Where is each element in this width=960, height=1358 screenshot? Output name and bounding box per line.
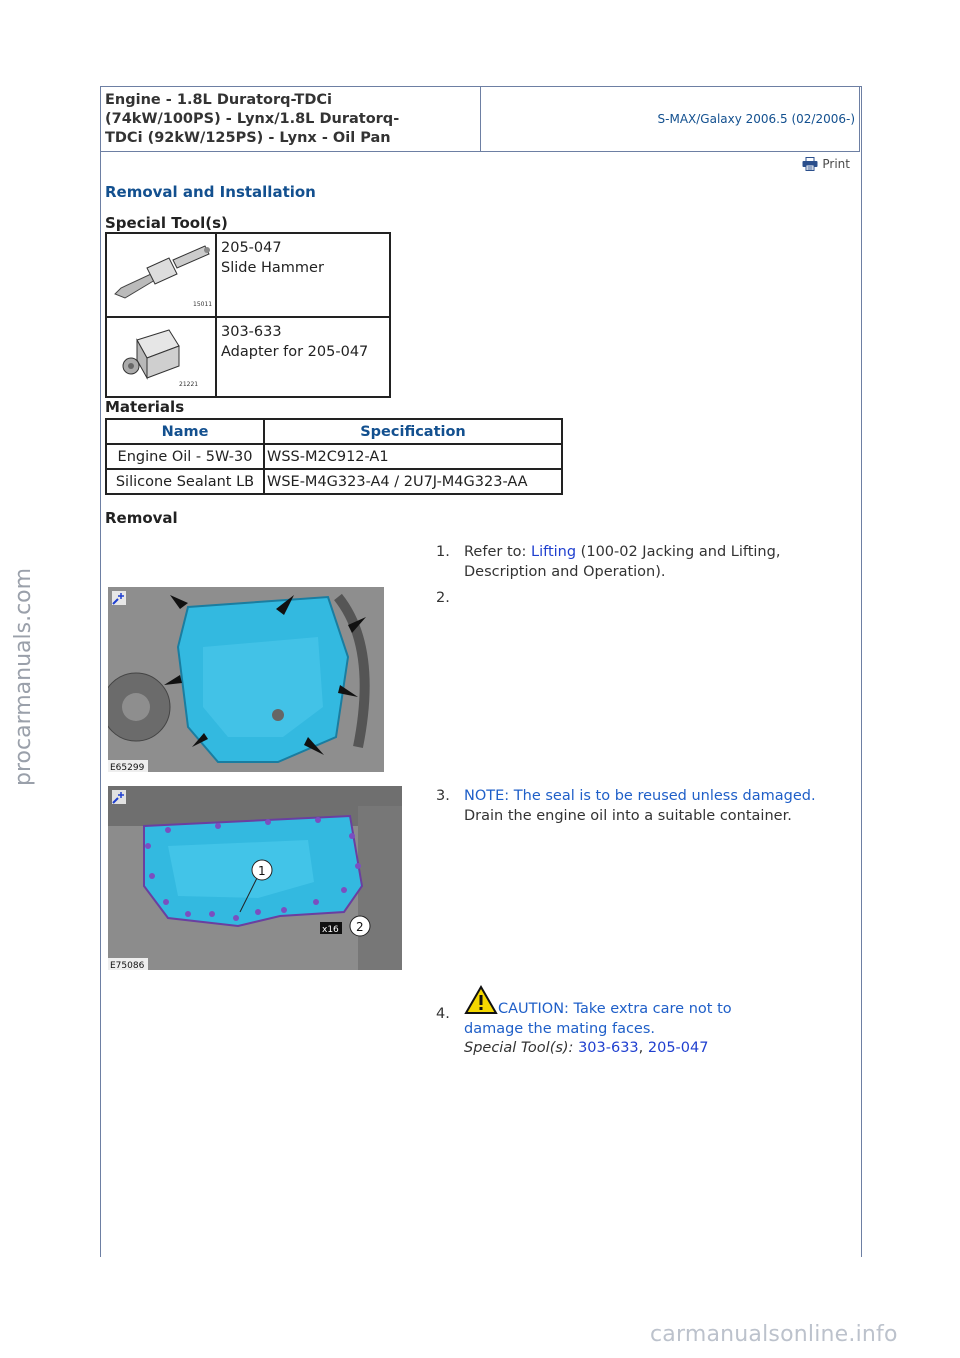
title-line-2: (74kW/100PS) - Lynx/1.8L Duratorq- xyxy=(105,111,400,127)
note-text: NOTE: The seal is to be reused unless damaged. xyxy=(464,788,816,804)
link-separator: , xyxy=(638,1040,648,1056)
table-row xyxy=(106,444,562,469)
print-label: Print xyxy=(822,157,850,171)
tool-info xyxy=(216,317,390,397)
tool-code: 205-047 xyxy=(221,240,282,256)
removal-heading: Removal xyxy=(105,509,178,527)
bolt-count-badge: x16 xyxy=(322,925,339,935)
model-label xyxy=(481,87,859,151)
instruction-text: Drain the engine oil into a suitable container. xyxy=(464,807,792,824)
figure-code: E65299 xyxy=(110,763,145,772)
column-header-specification: Specification xyxy=(264,419,562,444)
document-header xyxy=(100,86,860,152)
caution-block xyxy=(464,985,794,1039)
material-name: Engine Oil - 5W-30 xyxy=(106,444,264,469)
table-row xyxy=(106,469,562,494)
slide-hammer-illustration xyxy=(107,234,215,310)
tool-link-205-047[interactable]: 205-047 xyxy=(647,1040,709,1056)
undertray-photo xyxy=(108,587,384,772)
table-row xyxy=(106,317,390,397)
table-header-row xyxy=(106,419,562,444)
tool-image-slide-hammer xyxy=(106,233,216,317)
tool-name: Slide Hammer xyxy=(221,260,324,276)
step-2 xyxy=(436,589,464,609)
special-tools-table xyxy=(105,232,391,398)
step-number: 1. xyxy=(436,544,450,560)
step-3 xyxy=(436,787,816,824)
material-spec: WSS-M2C912-A1 xyxy=(264,444,562,469)
materials-heading: Materials xyxy=(105,398,185,416)
tool-name: Adapter for 205-047 xyxy=(221,344,369,360)
side-watermark xyxy=(2,556,42,786)
step-body xyxy=(464,985,794,1059)
figure-code: 15011 xyxy=(193,301,213,308)
material-name: Silicone Sealant LB xyxy=(106,469,264,494)
tool-link-303-633[interactable]: 303-633 xyxy=(578,1040,639,1056)
tool-info xyxy=(216,233,390,317)
refer-to-label: Refer to: xyxy=(464,544,531,560)
callout-2: 2 xyxy=(356,920,364,934)
bottom-watermark: carmanualsonline.info xyxy=(650,1322,898,1347)
step-body xyxy=(464,787,824,826)
reference-text: (100-02 Jacking and Lifting, Description and Operation). xyxy=(464,544,781,580)
special-tools-heading: Special Tool(s) xyxy=(105,214,228,232)
print-button[interactable] xyxy=(802,157,850,171)
caution-text: CAUTION: Take extra care not to damage the mating faces. xyxy=(464,1001,732,1037)
step-1 xyxy=(436,543,781,580)
warning-icon xyxy=(464,985,498,1015)
adapter-illustration xyxy=(107,318,215,390)
step-body xyxy=(464,543,844,582)
figure-code: 21221 xyxy=(179,381,199,388)
callout-1: 1 xyxy=(258,864,266,878)
material-spec: WSE-M4G323-A4 / 2U7J-M4G323-AA xyxy=(264,469,562,494)
step-4 xyxy=(436,1001,732,1056)
printer-icon xyxy=(802,157,818,171)
step-number: 4. xyxy=(436,1006,450,1022)
oil-pan-photo xyxy=(108,786,402,970)
zoom-in-icon[interactable] xyxy=(112,790,126,804)
document-title xyxy=(101,87,481,151)
table-row xyxy=(106,233,390,317)
figure-code: E75086 xyxy=(110,961,145,970)
materials-table xyxy=(105,418,563,495)
lifting-link[interactable]: Lifting xyxy=(531,544,577,560)
section-title: Removal and Installation xyxy=(105,183,316,201)
figure-e75086[interactable] xyxy=(108,786,402,974)
side-watermark-text: procarmanuals.com xyxy=(11,567,36,786)
figure-e65299[interactable] xyxy=(108,587,384,776)
zoom-in-icon[interactable] xyxy=(112,591,126,605)
special-tools-label: Special Tool(s): xyxy=(464,1040,574,1056)
step-number: 2. xyxy=(436,590,450,606)
column-header-name: Name xyxy=(106,419,264,444)
model-text: S-MAX/Galaxy 2006.5 (02/2006-) xyxy=(657,112,855,126)
title-line-3: TDCi (92kW/125PS) - Lynx - Oil Pan xyxy=(105,130,391,146)
tool-image-adapter xyxy=(106,317,216,397)
title-line-1: Engine - 1.8L Duratorq-TDCi xyxy=(105,92,332,108)
tool-code: 303-633 xyxy=(221,324,282,340)
step-number: 3. xyxy=(436,788,450,804)
